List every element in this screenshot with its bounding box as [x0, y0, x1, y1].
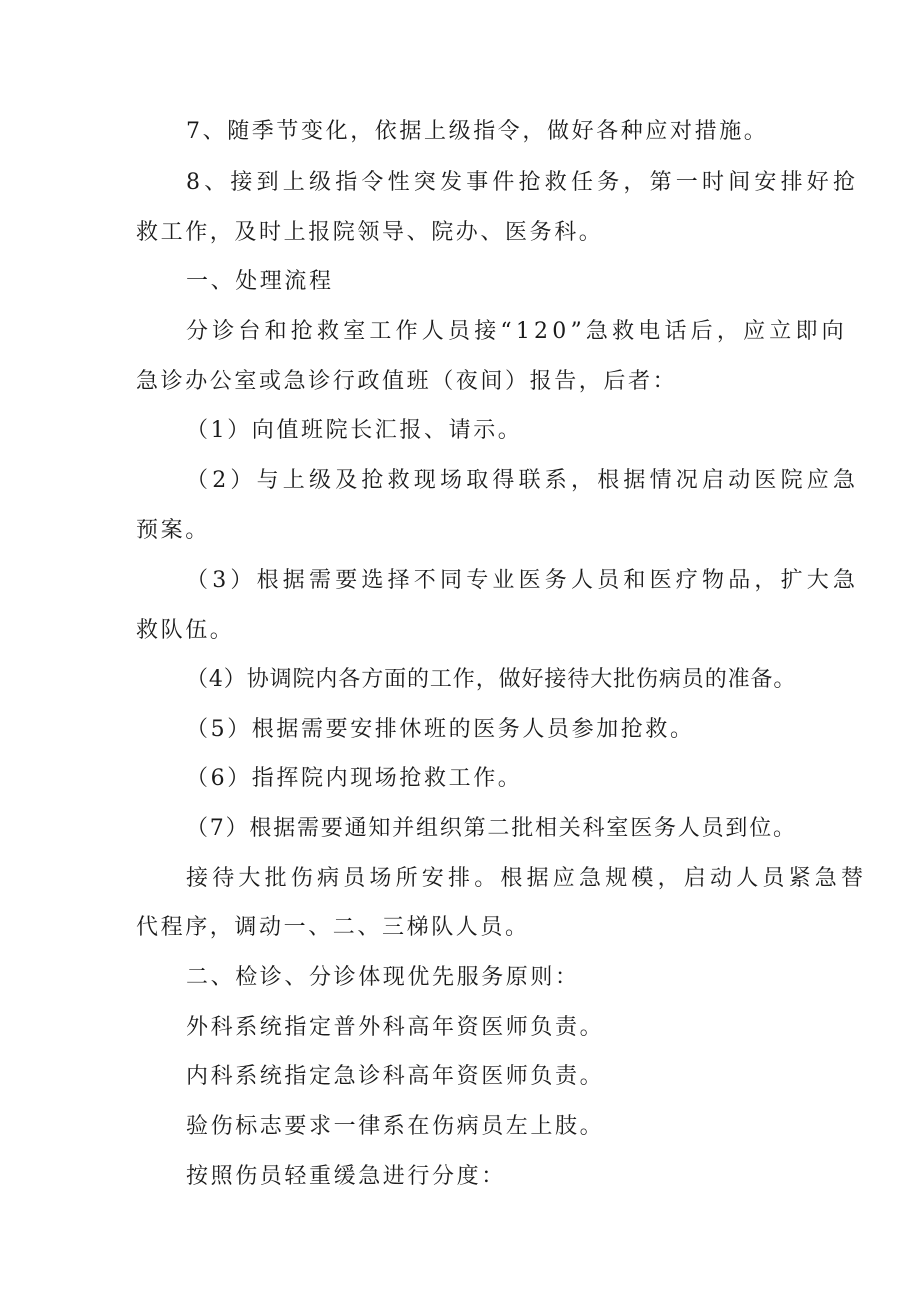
step-4: （4）协调院内各方面的工作，做好接待大批伤病员的准备。	[186, 667, 797, 692]
paragraph-injury-tag: 验伤标志要求一律系在伤病员左上肢。	[186, 1114, 605, 1139]
step-5: （5）根据需要安排休班的医务人员参加抢救。	[186, 717, 695, 742]
step-3-line-2: 救队伍。	[136, 618, 235, 643]
paragraph-triage: 按照伤员轻重缓急进行分度：	[186, 1164, 506, 1189]
paragraph-intake-line-1: 分诊台和抢救室工作人员接“120”急救电话后，应立即向	[186, 319, 848, 344]
step-2-line-1: （2）与上级及抢救现场取得联系，根据情况启动医院应急	[186, 468, 860, 493]
step-7: （7）根据需要通知并组织第二批相关科室医务人员到位。	[186, 816, 797, 841]
paragraph-arrangement-line-1: 接待大批伤病员场所安排。根据应急规模，启动人员紧急替	[186, 866, 868, 891]
paragraph-arrangement-line-2: 代程序，调动一、二、三梯队人员。	[136, 915, 530, 940]
step-3-line-1: （3）根据需要选择不同专业医务人员和医疗物品，扩大急	[186, 568, 860, 593]
step-2-line-2: 预案。	[136, 518, 210, 543]
paragraph-item-8-line-2: 救工作，及时上报院领导、院办、医务科。	[136, 220, 604, 245]
paragraph-internal-medicine: 内科系统指定急诊科高年资医师负责。	[186, 1064, 605, 1089]
section-heading-2: 二、检诊、分诊体现优先服务原则：	[186, 965, 580, 990]
step-6: （6）指挥院内现场抢救工作。	[186, 766, 523, 791]
paragraph-item-7: 7、随季节变化，依据上级指令，做好各种应对措施。	[186, 119, 769, 144]
step-1: （1）向值班院长汇报、请示。	[186, 418, 523, 443]
paragraph-surgery: 外科系统指定普外科高年资医师负责。	[186, 1015, 605, 1040]
paragraph-item-8-line-1: 8、接到上级指令性突发事件抢救任务，第一时间安排好抢	[186, 170, 860, 195]
paragraph-intake-line-2: 急诊办公室或急诊行政值班（夜间）报告，后者：	[136, 369, 678, 394]
section-heading-1: 一、处理流程	[186, 269, 334, 294]
